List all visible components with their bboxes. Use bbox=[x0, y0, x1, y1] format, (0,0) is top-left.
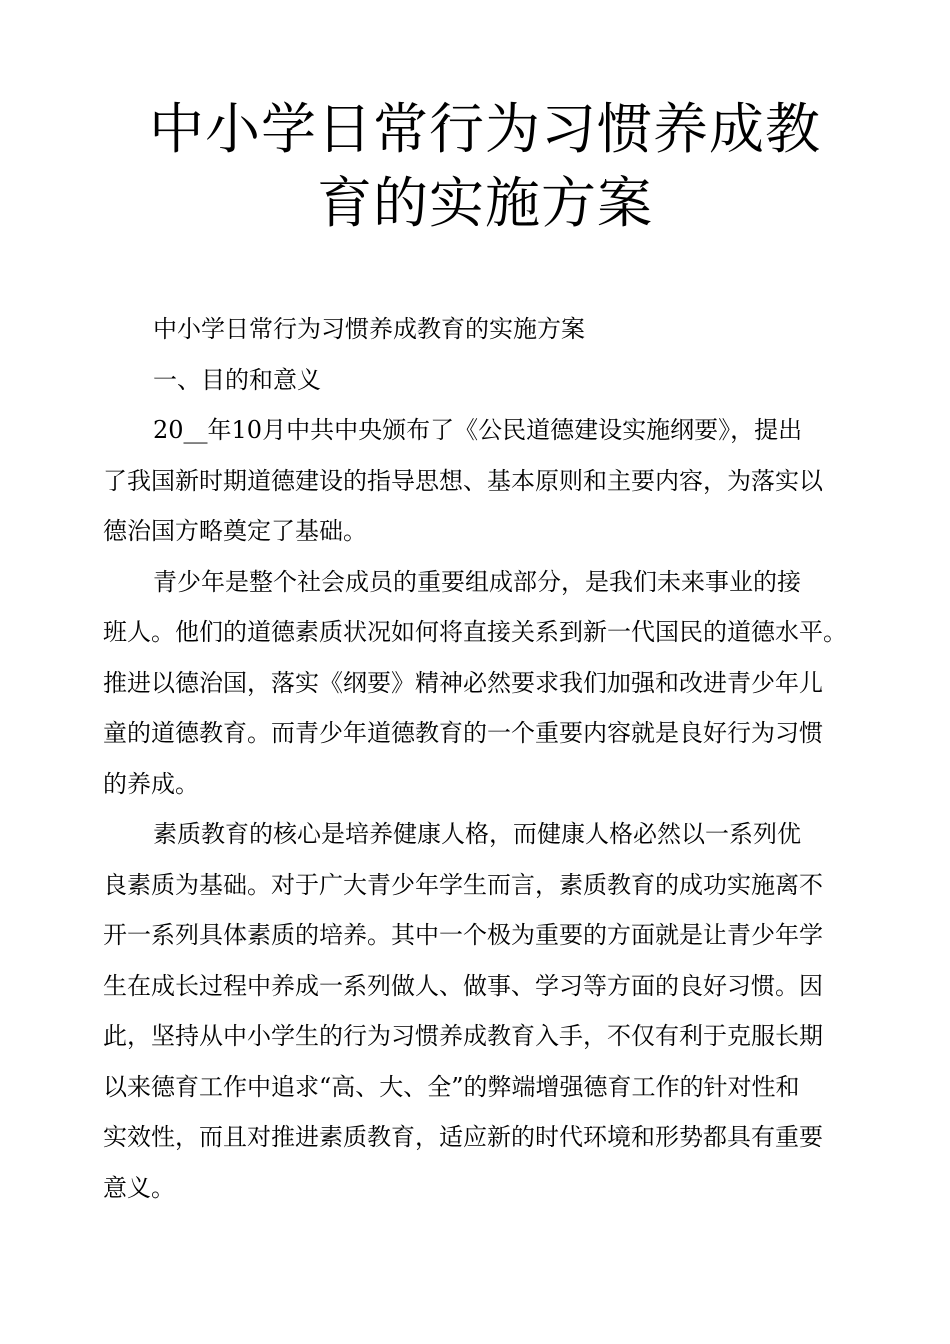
text-line: 此，坚持从中小学生的行为习惯养成教育入手，不仅有利于克服长期 bbox=[103, 1022, 823, 1050]
text-line: 生在成长过程中养成一系列做人、做事、学习等方面的良好习惯。因 bbox=[103, 971, 823, 1000]
text-line: 推进以德治国，落实《纲要》精神必然要求我们加强和改进青少年儿 bbox=[103, 668, 823, 697]
document-title bbox=[100, 92, 870, 240]
section-heading bbox=[103, 355, 883, 406]
paragraph-subtitle bbox=[103, 304, 883, 355]
text-line: 的养成。 bbox=[103, 769, 199, 798]
paragraph bbox=[103, 809, 883, 1213]
text-line: 意义。 bbox=[103, 1173, 175, 1202]
title-line: 育的实施方案 bbox=[316, 171, 653, 235]
title-line: 中小学日常行为习惯养成教 bbox=[148, 97, 821, 161]
text-line: 开一系列具体素质的培养。其中一个极为重要的方面就是让青少年学 bbox=[103, 921, 823, 949]
text-line: 中小学日常行为习惯养成教育的实施方案 bbox=[153, 315, 585, 343]
text-line: 班人。他们的道德素质状况如何将直接关系到新一代国民的道德水平。 bbox=[103, 618, 847, 646]
text-line: 20__年10月中共中央颁布了《公民道德建设实施纲要》，提出 bbox=[153, 416, 803, 444]
document-body bbox=[103, 304, 883, 1213]
text-line: 素质教育的核心是培养健康人格，而健康人格必然以一系列优 bbox=[153, 820, 801, 848]
paragraph bbox=[103, 557, 883, 810]
text-line: 童的道德教育。而青少年道德教育的一个重要内容就是良好行为习惯 bbox=[103, 719, 823, 747]
text-line: 以来德育工作中追求“高、大、全”的弊端增强德育工作的针对性和 bbox=[103, 1072, 800, 1101]
text-line: 实效性，而且对推进素质教育，适应新的时代环境和形势都具有重要 bbox=[103, 1123, 823, 1151]
text-line: 一、目的和意义 bbox=[153, 365, 321, 394]
text-line: 青少年是整个社会成员的重要组成部分，是我们未来事业的接 bbox=[153, 567, 801, 596]
paragraph bbox=[103, 405, 883, 557]
text-line: 了我国新时期道德建设的指导思想、基本原则和主要内容，为落实以 bbox=[103, 466, 823, 495]
text-line: 良素质为基础。对于广大青少年学生而言，素质教育的成功实施离不 bbox=[103, 870, 823, 899]
text-line: 德治国方略奠定了基础。 bbox=[103, 517, 367, 545]
